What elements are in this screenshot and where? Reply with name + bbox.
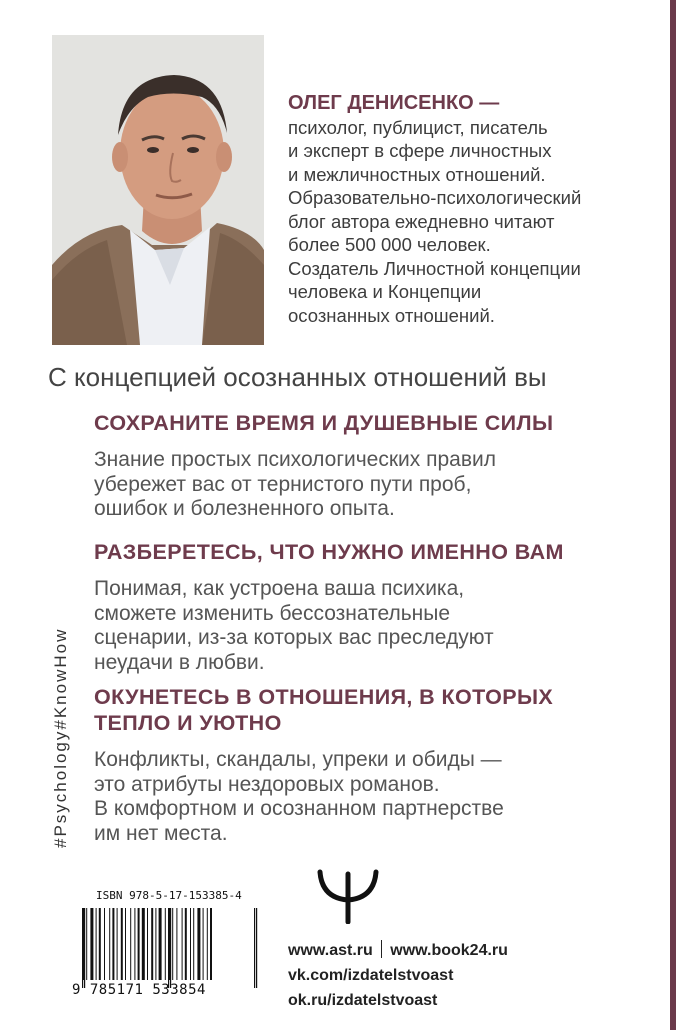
section-body (94, 748, 634, 846)
bio-line: и эксперт в сфере личностных (288, 140, 552, 161)
bio-line: и межличностных отношений. (288, 163, 546, 185)
section-heading (94, 539, 634, 565)
section-heading-line: СОХРАНИТЕ ВРЕМЯ И ДУШЕВНЫЕ СИЛЫ (94, 411, 554, 435)
link-book24[interactable]: www.book24.ru (390, 942, 508, 959)
barcode-bar (130, 908, 131, 980)
barcode-guard-bar (254, 908, 255, 988)
section-body-line: сможете изменить бессознательные (94, 601, 451, 625)
author-bio (288, 92, 618, 327)
barcode-bar (109, 908, 110, 980)
barcode-bar (121, 908, 123, 980)
barcode-bar (207, 908, 208, 980)
bio-line: Создатель Личностной концепции (288, 257, 581, 279)
bio-line: Образовательно-психологический (288, 187, 582, 208)
section-body-line: неудачи в любви. (94, 650, 265, 674)
section-body-line: им нет места. (94, 821, 228, 845)
benefit-section (94, 684, 634, 846)
barcode-bar (90, 908, 93, 980)
barcode-bar (165, 908, 166, 980)
link-separator (381, 940, 383, 958)
bio-line: психолог, публицист, писатель (288, 116, 548, 138)
section-body (94, 577, 634, 675)
section-body-line: убережет вас от тернистого пути проб, (94, 472, 472, 496)
bio-line: человека и Концепции (288, 281, 482, 302)
barcode-digits: 9 785171 533854 (72, 982, 206, 998)
section-body (94, 448, 634, 522)
barcode-guard-bar (84, 908, 85, 988)
section-heading-line: ОКУНЕТЕСЬ В ОТНОШЕНИЯ, В КОТОРЫХ (94, 685, 554, 709)
barcode-bar (96, 908, 97, 980)
publisher-links (288, 938, 578, 1013)
author-name: ОЛЕГ ДЕНИСЕНКО — (288, 92, 500, 114)
barcode-guard-bar (170, 908, 171, 988)
barcode-bar (182, 908, 183, 980)
section-body-line: это атрибуты нездоровых романов. (94, 772, 440, 796)
barcode-guard-bar (82, 908, 83, 988)
hashtag-vertical: #Psychology#KnowHow (51, 627, 70, 848)
barcode-bar (134, 908, 135, 980)
barcode-bar (197, 908, 200, 980)
section-heading-line: ТЕПЛО И УЮТНО (94, 711, 282, 735)
barcode-guard-bar (256, 908, 257, 988)
bio-line: более 500 000 человек. (288, 234, 491, 255)
barcode-bar (104, 908, 105, 980)
section-heading-line: РАЗБЕРЕТЕСЬ, ЧТО НУЖНО ИМЕННО ВАМ (94, 540, 564, 564)
section-body-line: Конфликты, скандалы, упреки и обиды — (94, 748, 502, 771)
links-row-web (288, 938, 578, 963)
intro-text: С концепцией осознанных отношений вы (48, 362, 547, 392)
benefit-section (94, 410, 634, 522)
link-ok[interactable]: ok.ru/izdatelstvoast (288, 992, 438, 1009)
barcode-bar (172, 908, 173, 980)
cover-edge-stripe (670, 0, 676, 1030)
barcode-bar (159, 908, 162, 980)
benefit-section (94, 539, 634, 675)
author-photo (52, 35, 264, 345)
section-body-line: Знание простых психологических правил (94, 448, 496, 471)
section-body-line: сценарии, из-за которых вас преследуют (94, 626, 494, 649)
section-body-line: В комфортном и осознанном партнерстве (94, 797, 504, 820)
bio-line: блог автора ежедневно читают (288, 210, 555, 232)
barcode-bar (203, 908, 204, 980)
barcode-bar (210, 908, 212, 980)
barcode-bar (151, 908, 153, 980)
barcode-bar (125, 908, 126, 980)
isbn-label: ISBN 978-5-17-153385-4 (96, 889, 242, 902)
section-body-line: Понимая, как устроена ваша психика, (94, 577, 465, 600)
barcode-bar (99, 908, 101, 980)
link-vk[interactable]: vk.com/izdatelstvoast (288, 967, 454, 984)
barcode-bar (147, 908, 148, 980)
barcode-bar (112, 908, 114, 980)
barcode-guard-bar (168, 908, 169, 988)
barcode-bar (193, 908, 194, 980)
psi-icon (312, 868, 384, 924)
barcode-bar (117, 908, 118, 980)
barcode-bar (155, 908, 156, 980)
section-heading (94, 410, 634, 436)
barcode-bar (86, 908, 87, 980)
barcode-bar (138, 908, 140, 980)
section-body-line: ошибок и болезненного опыта. (94, 497, 395, 520)
link-ast[interactable]: www.ast.ru (288, 942, 373, 959)
barcode-bar (185, 908, 187, 980)
barcode-bar (176, 908, 177, 980)
bio-line: осознанных отношений. (288, 304, 495, 326)
barcode-bar (190, 908, 191, 980)
section-heading (94, 684, 634, 736)
barcode-bar (142, 908, 145, 980)
